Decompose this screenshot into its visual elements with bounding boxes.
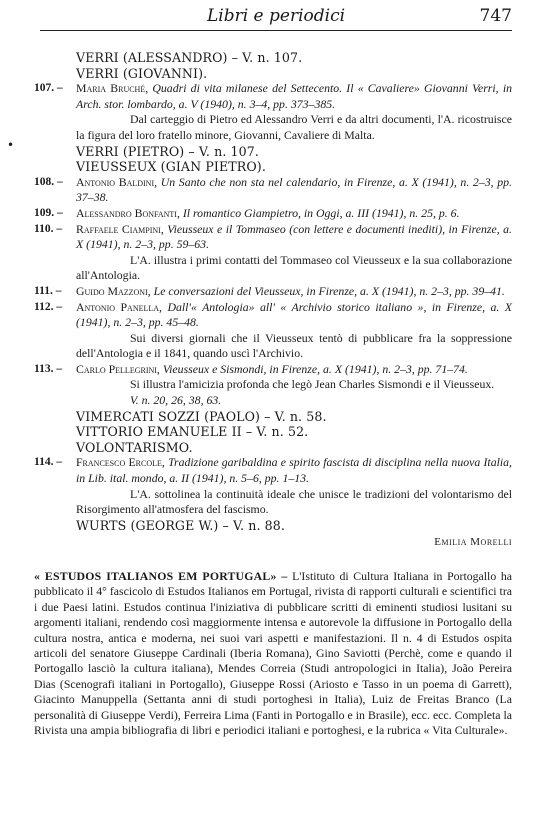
heading-verri-alessandro: VERRI (ALESSANDRO) – V. n. 107. (76, 50, 303, 65)
entry-number: 113. – (34, 362, 63, 375)
entry-note: L'A. illustra i primi contatti del Tommaseo col Vieusseux e la sua collaborazione all'Antologia. (76, 252, 512, 283)
entry-110 (34, 222, 512, 253)
entry-108 (34, 175, 512, 206)
cross-reference: V. n. 20, 26, 38, 63. (130, 393, 222, 408)
entry-109 (34, 206, 512, 222)
entry-number: 114. – (34, 456, 63, 469)
entry-note: Dal carteggio di Pietro ed Alessandro Verri e da altri documenti, l'A. ricostruisce la figura del loro fratello minore, Giovanni, Cavaliere di Malta. (76, 112, 512, 142)
heading-verri-giovanni: VERRI (GIOVANNI). (76, 65, 208, 81)
heading-vittorio: VITTORIO EMANUELE II – V. n. 52. (76, 424, 309, 440)
heading-wurts: WURTS (GEORGE W.) – V. n. 88. (76, 517, 285, 533)
entry-107 (34, 81, 512, 112)
entry-citation: Un Santo che non sta nel calendario, in Firenze, a. X (1941), n. 2–3, pp. 37–38. (76, 174, 512, 205)
heading-verri-pietro: VERRI (PIETRO) – V. n. 107. (76, 143, 259, 159)
entry-citation: Il romantico Giampietro, in Oggi, a. III (1941), n. 25, p. 6. (182, 205, 460, 220)
entry-number: 112. – (34, 300, 63, 313)
header-rule (40, 30, 512, 31)
entry-number: 107. – (34, 82, 63, 95)
author-signature: Emilia Morelli (434, 536, 512, 549)
entry-author: Guido Mazzoni, (76, 283, 151, 298)
running-title: Libri e periodici (206, 6, 346, 26)
bibliography-body (34, 50, 512, 738)
heading-volontarismo: VOLONTARISMO. (76, 439, 193, 455)
entry-citation: Vieusseux e il Tommaseo (con lettere e documenti inediti), in Firenze, a. X (1941), n. 2–3, pp. 59–63. (76, 221, 513, 252)
heading-vieusseux: VIEUSSEUX (GIAN PIETRO). (76, 159, 266, 175)
entry-author: Maria Bruché, (76, 81, 149, 96)
entry-author: Francesco Ercole, (76, 455, 165, 470)
entry-author: Antonio Baldini, (76, 174, 158, 189)
page-number: 747 (479, 6, 512, 26)
entry-citation: Dall'« Antologia» all' « Archivio storico italiano », in Firenze, a. X (1941), n. 2–3, pp. 45–48. (76, 299, 512, 330)
entry-number: 111. – (34, 284, 62, 297)
entry-citation: Le conversazioni del Vieusseux, in Firenze, a. X (1941), n. 2–3, pp. 39–41. (153, 283, 505, 298)
estudos-paragraph (34, 569, 512, 738)
entry-note: Sui diversi giornali che il Vieusseux tentò di pubblicare fra la soppressione dell'Antologia e il 1841, quando uscì l'Archivio. (76, 330, 512, 361)
margin-mark: • (7, 138, 15, 152)
entry-author: Alessandro Bonfanti, (76, 205, 180, 220)
entry-111 (34, 284, 512, 300)
entry-number: 108. – (34, 175, 63, 188)
entry-note: Si illustra l'amicizia profonda che legò Jean Charles Sismondi e il Vieusseux. (130, 377, 495, 392)
entry-author: Antonio Panella, (76, 299, 162, 314)
entry-citation: Vieusseux e Sismondi, in Firenze, a. X (1941), n. 2–3, pp. 71–74. (162, 361, 468, 376)
heading-vimercati: VIMERCATI SOZZI (PAOLO) – V. n. 58. (76, 408, 327, 424)
estudos-text: L'Istituto di Cultura Italiana in Portogallo ha pubblicato il 4° fascicolo di Estudos Italianos em Portugal, rivista di rapporti culturali e scientifici tra i due Paesi latini. Estudos continua l'iniziativa di pubblicare scritti di eminenti studiosi lusitani su argomenti italiani, rendendo così maggiormente intensa e autorevole la diffusione in Portogallo della cultura nostra, antica e moderna, nei suoi vari aspetti e manifestazioni. Il n. 4 di Estudos ospita articoli del senatore Giuseppe Cardinali (Iberia Romana), Gino Saviotti (Perchè, come e quando il Portogallo lasciò la cultura italiana), Mendes Correia (Studi antropologici in Italia), João Pereira Dias (Scenografi italiani in Portogallo), Giuseppe Rossi (Ariosto e Tasso in un poema di Garrett), Giacinto Manuppella (Settanta anni di studi portoghesi in Italia), Luiz de Freitas Branco (La personalità di Giuseppe Verdi), Ferreira Lima (Fanti in Portogallo e in Brasile), ecc. ecc. Completa la Rivista una ampia bibliografia di libri e periodici italiani e portoghesi, e la rubrica « Vita Culturale». (34, 569, 512, 738)
entry-number: 110. – (34, 222, 63, 235)
running-header (40, 6, 512, 28)
entry-113 (34, 362, 512, 378)
entry-author: Raffaele Ciampini, (76, 221, 164, 236)
entry-number: 109. – (34, 206, 63, 219)
entry-citation: Quadri di vita milanese del Settecento. Il « Cavaliere» Giovanni Verri, in Arch. stor. lombardo, a. V (1940), n. 3–4, pp. 373–385. (76, 81, 512, 111)
estudos-title: « ESTUDOS ITALIANOS EM PORTUGAL» – (34, 569, 288, 583)
entry-114 (34, 455, 512, 486)
entry-author: Carlo Pellegrini, (76, 361, 160, 376)
entry-112 (34, 300, 512, 331)
entry-note: L'A. sottolinea la continuità ideale che unisce le tradizioni del volontarismo del Risorgimento all'atmosfera del fascismo. (76, 486, 512, 517)
entry-citation: Tradizione garibaldina e spirito fascista di disciplina nella nuova Italia, in Lib. ital. mondo, a. II (1941), n. 5–6, pp. 1–13. (76, 455, 512, 486)
